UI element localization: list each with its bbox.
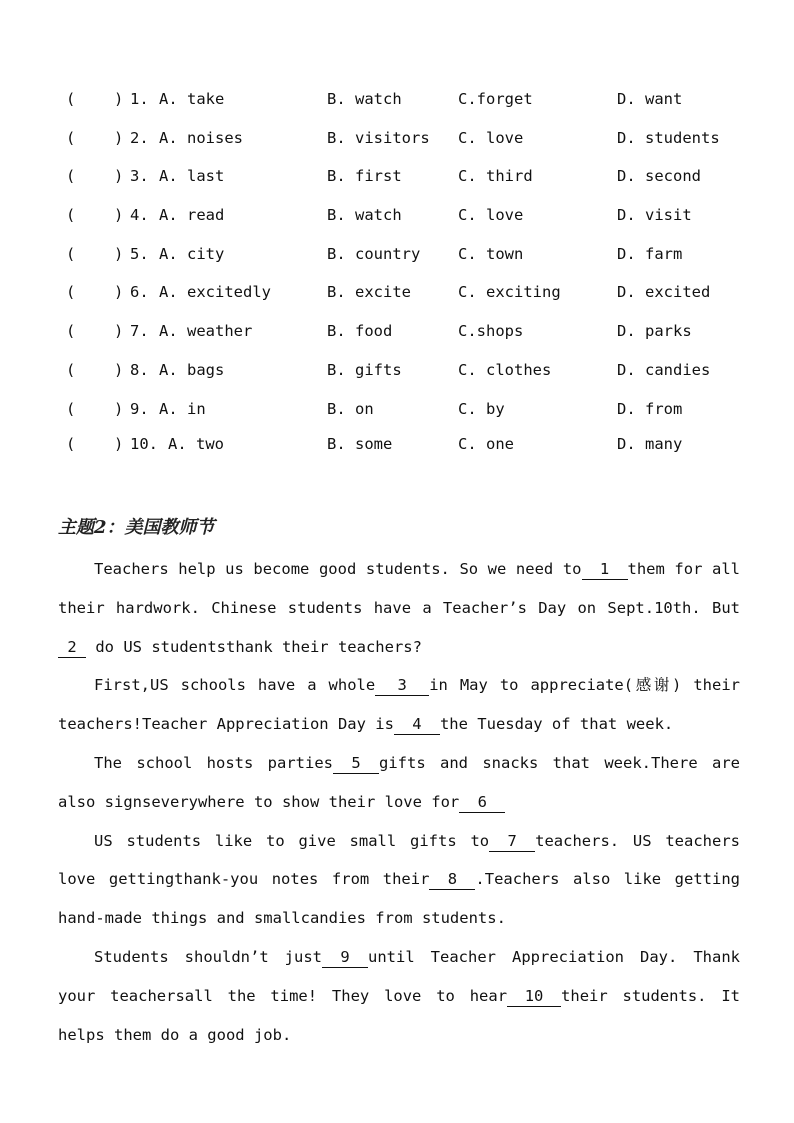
answer-paren-close: ): [114, 167, 124, 186]
option-d: D. from: [617, 399, 683, 418]
cloze-blank: 4: [394, 714, 440, 735]
answer-paren-close: ): [114, 244, 124, 263]
cloze-blank: 10: [507, 986, 561, 1007]
question-row: [0, 123, 794, 162]
option-a: A. in: [159, 399, 206, 418]
question-row: [0, 316, 794, 355]
question-row: [0, 200, 794, 239]
option-b: B. gifts: [327, 360, 402, 379]
option-b: B. excite: [327, 283, 411, 302]
option-c: C. town: [458, 244, 524, 263]
option-a: A. excitedly: [159, 283, 271, 302]
cloze-blank: 6: [459, 792, 505, 813]
question-number: 4.: [130, 206, 149, 225]
option-d: D. farm: [617, 244, 683, 263]
answer-paren-close: ): [114, 206, 124, 225]
option-a: A. noises: [159, 128, 243, 147]
answer-paren-open: (: [66, 244, 76, 263]
option-a: A. read: [159, 206, 225, 225]
cloze-blank: 8: [429, 869, 475, 890]
cloze-blank: 2: [58, 637, 86, 658]
option-b: B. watch: [327, 90, 402, 108]
option-c: C.shops: [458, 322, 524, 341]
question-number: 5.: [130, 244, 149, 263]
option-b: B. country: [327, 244, 421, 263]
question-number: 3.: [130, 167, 149, 186]
option-d: D. want: [617, 90, 683, 108]
question-number: 1.: [130, 90, 149, 108]
option-d: D. visit: [617, 206, 692, 225]
option-a: A. last: [159, 167, 225, 186]
passage-paragraph: [58, 550, 740, 666]
question-row: [0, 355, 794, 394]
option-d: D. excited: [617, 283, 711, 302]
answer-paren-open: (: [66, 399, 76, 418]
passage-paragraph: [58, 744, 740, 822]
answer-paren-open: (: [66, 167, 76, 186]
option-a: A. city: [159, 244, 225, 263]
question-number: 2.: [130, 128, 149, 147]
passage-text: The school hosts parties: [94, 753, 333, 772]
passage-paragraph: [58, 938, 740, 1054]
question-number: 6.: [130, 283, 149, 302]
passage-text: US students like to give small gifts to: [94, 831, 490, 850]
passage-text: do US studentsthank their teachers?: [95, 637, 422, 656]
option-b: B. watch: [327, 206, 402, 225]
question-row: [0, 394, 794, 433]
passage-text: .Teachers also like getting hand-made things and smallcandies from students.: [58, 870, 740, 928]
option-c: C. third: [458, 167, 533, 186]
option-c: C. love: [458, 206, 524, 225]
option-a: A. bags: [159, 360, 225, 379]
option-d: D. candies: [617, 360, 711, 379]
topic-title: 主题2：美国教师节: [58, 517, 215, 538]
question-list: [0, 84, 794, 465]
option-c: C. love: [458, 128, 524, 147]
option-d: D. second: [617, 167, 701, 186]
answer-paren-close: ): [114, 322, 124, 341]
option-a: A. two: [168, 435, 224, 454]
cloze-passage: [58, 550, 740, 1054]
answer-paren-open: (: [66, 90, 76, 108]
answer-paren-open: (: [66, 206, 76, 225]
question-number: 7.: [130, 322, 149, 341]
passage-text: teachers. US teachers love gettingthank-you notes from their: [58, 831, 740, 889]
question-row: [0, 239, 794, 278]
answer-paren-open: (: [66, 435, 76, 454]
option-b: B. on: [327, 399, 374, 418]
question-number: 10.: [130, 435, 158, 454]
answer-paren-close: ): [114, 128, 124, 147]
question-number: 8.: [130, 360, 149, 379]
option-b: B. some: [327, 435, 393, 454]
option-b: B. first: [327, 167, 402, 186]
question-row: [0, 429, 794, 465]
answer-paren-open: (: [66, 283, 76, 302]
passage-text: in May to appreciate(感谢) their teachers!Teacher Appreciation Day is: [58, 676, 740, 734]
question-row: [0, 84, 794, 123]
option-c: C. by: [458, 399, 505, 418]
answer-paren-close: ): [114, 399, 124, 418]
option-d: D. many: [617, 435, 683, 454]
option-a: A. take: [159, 90, 225, 108]
option-a: A. weather: [159, 322, 253, 341]
answer-paren-close: ): [114, 435, 124, 454]
passage-text: the Tuesday of that week.: [439, 715, 674, 734]
option-c: C.forget: [458, 90, 533, 108]
passage-text: Students shouldn’t just: [94, 947, 322, 966]
cloze-blank: 9: [322, 947, 368, 968]
answer-paren-close: ): [114, 90, 124, 108]
option-c: C. one: [458, 435, 514, 454]
passage-text: until Teacher Appreciation Day. Thank your teachersall the time! They love to hear: [58, 947, 740, 1005]
option-b: B. visitors: [327, 128, 430, 147]
passage-text: their students. It helps them do a good job.: [58, 986, 740, 1044]
answer-paren-open: (: [66, 322, 76, 341]
question-row: [0, 277, 794, 316]
question-row: [0, 161, 794, 200]
passage-text: First,US schools have a whole: [94, 676, 376, 695]
passage-text: them for all their hardwork. Chinese students have a Teacher’s Day on Sept.10th. But: [58, 560, 740, 617]
answer-paren-open: (: [66, 360, 76, 379]
passage-paragraph: [58, 666, 740, 744]
cloze-blank: 3: [375, 675, 429, 696]
answer-paren-close: ): [114, 283, 124, 302]
cloze-blank: 1: [582, 559, 628, 580]
passage-text: gifts and snacks that week.There are also signseverywhere to show their love for: [58, 753, 740, 811]
cloze-blank: 7: [489, 831, 535, 852]
passage-text: Teachers help us become good students. So we need to: [94, 560, 582, 578]
option-c: C. clothes: [458, 360, 552, 379]
answer-paren-close: ): [114, 360, 124, 379]
passage-paragraph: [58, 822, 740, 938]
option-b: B. food: [327, 322, 393, 341]
option-d: D. students: [617, 128, 720, 147]
answer-paren-open: (: [66, 128, 76, 147]
option-d: D. parks: [617, 322, 692, 341]
question-number: 9.: [130, 399, 149, 418]
cloze-blank: 5: [333, 753, 379, 774]
option-c: C. exciting: [458, 283, 561, 302]
